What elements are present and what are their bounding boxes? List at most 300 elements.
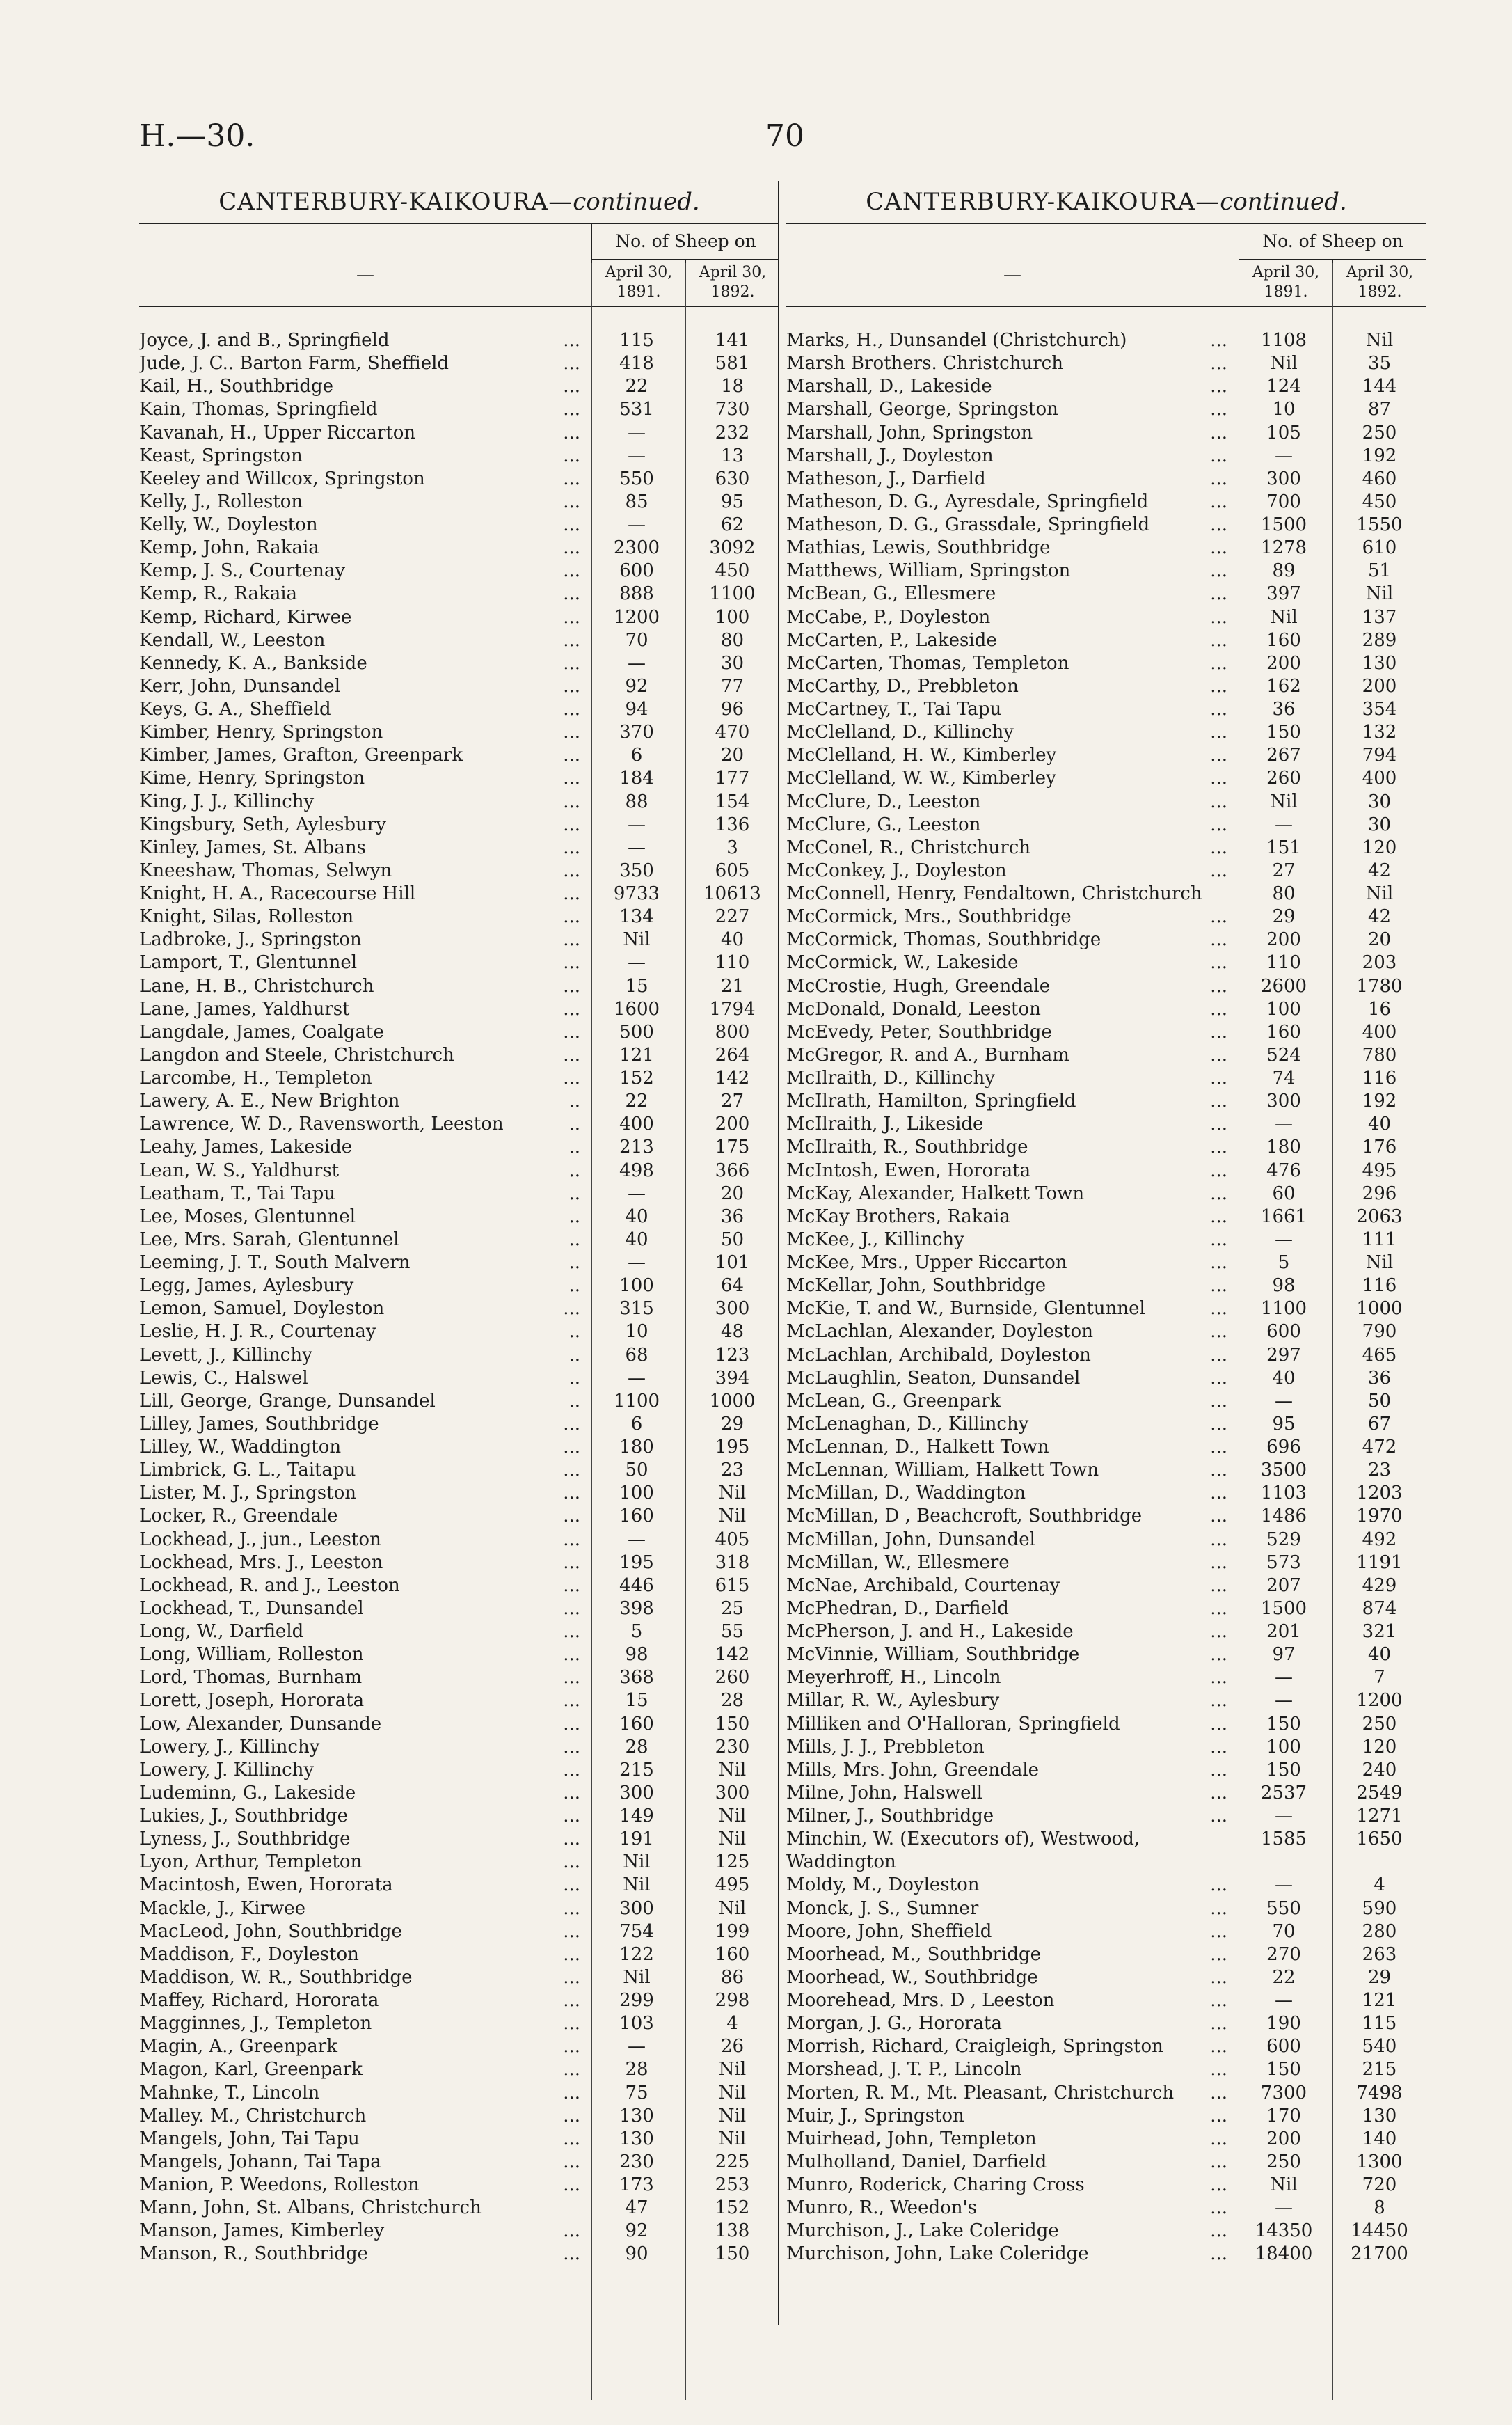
sheep-1891-cell: —	[1275, 1690, 1293, 1712]
leader-dots: ...	[1210, 860, 1227, 881]
sheep-1891-cell: 74	[1272, 1068, 1296, 1089]
owner-name-cell	[139, 1136, 584, 1159]
table-row	[139, 1897, 779, 1920]
leader-dots: ...	[563, 2243, 580, 2265]
owner-name: Lockhead, J., jun., Leeston	[139, 1529, 381, 1550]
owner-name: Mahnke, T., Lincoln	[139, 2082, 320, 2103]
sheep-1891-cell: 80	[1272, 883, 1296, 904]
sheep-1891-cell: 1108	[1260, 330, 1307, 351]
table-row	[786, 1874, 1426, 1897]
sheep-1892-cell: 300	[715, 1782, 750, 1803]
table-row	[786, 791, 1426, 814]
sheep-1891-cell: 3500	[1260, 1460, 1307, 1481]
table-row	[139, 767, 779, 790]
leader-dots: ...	[563, 2105, 580, 2126]
sheep-1892-cell: 86	[720, 1966, 745, 1988]
owner-name: McBean, G., Ellesmere	[786, 583, 996, 605]
leader-dots: ...	[563, 1966, 580, 1988]
owner-name: Knight, H. A., Racecourse Hill	[139, 883, 416, 904]
owner-name: Magginnes, J., Templeton	[139, 2013, 372, 2035]
owner-name: Limbrick, G. L., Taitapu	[139, 1460, 356, 1481]
sheep-1891-cell: Nil	[1270, 606, 1298, 628]
owner-name: Knight, Silas, Rolleston	[139, 906, 354, 928]
owner-name: Matheson, J., Darfield	[786, 468, 986, 489]
table-row	[139, 1943, 779, 1966]
sheep-1892-cell: 136	[715, 814, 750, 835]
owner-name-cell	[139, 398, 584, 421]
owner-name-cell	[786, 629, 1232, 652]
owner-name: Muirhead, John, Templeton	[786, 2128, 1037, 2149]
sheep-1891-cell: 207	[1266, 1574, 1301, 1596]
sheep-1892-cell: 36	[1367, 1367, 1392, 1389]
table-row	[139, 1828, 779, 1851]
table-row	[786, 951, 1426, 974]
sheep-1892-cell: 177	[715, 768, 750, 789]
leader-dots: ...	[563, 1806, 580, 1826]
table-row	[139, 1344, 779, 1367]
owner-name-cell	[139, 1297, 584, 1320]
owner-name-cell	[786, 2220, 1232, 2243]
leader-dots: ...	[1210, 652, 1227, 674]
owner-name-cell	[139, 929, 584, 951]
leader-dots: ...	[1210, 1044, 1227, 1066]
table-row	[786, 1459, 1426, 1482]
owner-name-cell	[786, 375, 1232, 398]
leader-dots: ...	[1210, 1621, 1227, 1642]
sheep-1892-cell: 296	[1362, 1183, 1397, 1204]
leader-dots: ...	[1210, 1068, 1227, 1089]
table-row	[786, 2105, 1426, 2128]
leader-dots: ...	[563, 1713, 580, 1735]
table-row	[786, 422, 1426, 445]
sheep-1892-cell: 142	[715, 1644, 750, 1666]
owner-name-cell	[786, 2035, 1232, 2058]
owner-name: Mann, John, St. Albans, Christchurch	[139, 2197, 482, 2219]
sheep-1891-cell: 90	[625, 2243, 648, 2265]
sheep-1892-cell: 1203	[1356, 1483, 1403, 1504]
table-row	[786, 2082, 1426, 2105]
owner-name-cell	[139, 1505, 584, 1528]
leader-dots: ...	[1210, 975, 1227, 997]
table-row	[786, 1897, 1426, 1920]
sheep-1891-cell: 160	[619, 1506, 654, 1527]
leader-dots: ...	[563, 814, 580, 835]
sheep-1892-cell: 16	[1367, 998, 1392, 1020]
leader-dots: ...	[563, 399, 580, 420]
owner-name: McEvedy, Peter, Southbridge	[786, 1021, 1052, 1043]
owner-name: McMillan, W., Ellesmere	[786, 1551, 1010, 1573]
owner-name: Lee, Mrs. Sarah, Glentunnel	[139, 1229, 399, 1250]
sheep-1891-cell: —	[628, 814, 646, 835]
sheep-1891-cell: 550	[619, 468, 654, 489]
leader-dots: ...	[1210, 1390, 1227, 1412]
sheep-1891-cell: 200	[1266, 652, 1301, 674]
table-row	[139, 1160, 779, 1183]
owner-name-cell	[786, 929, 1232, 951]
owner-name: McKee, Mrs., Upper Riccarton	[786, 1252, 1067, 1273]
table-row	[139, 2105, 779, 2128]
owner-name-cell	[139, 1090, 584, 1113]
owner-name-cell	[139, 2174, 584, 2197]
leader-dots: ...	[563, 745, 580, 766]
table-row	[786, 445, 1426, 468]
owner-name-cell	[139, 1897, 584, 1920]
owner-name: Matheson, D. G., Grassdale, Springfield	[786, 514, 1150, 535]
sheep-1891-cell: 267	[1266, 745, 1301, 766]
sheep-1892-cell: 125	[715, 1851, 750, 1873]
owner-name: Marks, H., Dunsandel (Christchurch)	[786, 330, 1127, 351]
leader-dots: ...	[563, 883, 580, 904]
leader-dots: ...	[1210, 1806, 1227, 1826]
sheep-1892-cell: 780	[1362, 1044, 1397, 1066]
sheep-1892-cell: 21700	[1351, 2243, 1408, 2265]
leader-dots: ...	[1210, 1759, 1227, 1780]
page-header	[90, 118, 1426, 167]
sheep-1892-cell: 50	[720, 1229, 745, 1250]
table-row	[139, 1436, 779, 1459]
sheep-1892-cell: 116	[1362, 1275, 1397, 1297]
owner-name: Kemp, Richard, Kirwee	[139, 606, 352, 628]
owner-name-cell	[139, 906, 584, 929]
sheep-1892-cell: 95	[720, 491, 745, 512]
sheep-1892-cell: Nil	[718, 1828, 747, 1850]
owner-name: McPherson, J. and H., Lakeside	[786, 1621, 1074, 1642]
owner-name: Kinley, James, St. Albans	[139, 837, 366, 858]
table-row	[786, 998, 1426, 1021]
sheep-1892-cell: 1650	[1356, 1828, 1403, 1850]
sheep-1891-cell: 105	[1266, 422, 1301, 443]
owner-name: Ladbroke, J., Springston	[139, 929, 362, 951]
table-row	[786, 2012, 1426, 2035]
owner-name-cell	[786, 744, 1232, 767]
owner-name: McClure, G., Leeston	[786, 814, 981, 835]
leader-dots: ...	[1210, 1943, 1227, 1965]
sheep-1892-cell: 51	[1367, 560, 1392, 582]
leader-dots: ...	[1210, 491, 1227, 512]
owner-name: Minchin, W. (Executors of), Westwood,	[786, 1828, 1140, 1850]
sheep-1891-cell: 29	[1272, 906, 1296, 928]
owner-name-cell	[786, 721, 1232, 744]
sheep-1892-cell: 730	[715, 399, 750, 420]
leader-dots: ...	[1210, 906, 1227, 928]
sheep-1891-cell: 190	[1266, 2013, 1301, 2035]
sheep-1891-cell: 15	[625, 1690, 648, 1712]
sheep-1892-cell: 23	[1367, 1460, 1392, 1481]
leader-dots: ...	[563, 2151, 580, 2172]
header-april-1892: April 30, 1892.	[1332, 260, 1426, 303]
sheep-1892-cell: 400	[1362, 1021, 1397, 1043]
table-row	[786, 1828, 1426, 1851]
sheep-1891-cell: 160	[1266, 629, 1301, 651]
leader-dots: ...	[563, 2082, 580, 2103]
sheep-1891-cell: 150	[1266, 2059, 1301, 2080]
sheep-1891-cell: 97	[1272, 1644, 1296, 1666]
sheep-1891-cell: —	[628, 952, 646, 974]
leader-dots: ...	[1210, 1529, 1227, 1550]
owner-name: Lister, M. J., Springston	[139, 1483, 356, 1504]
owner-name: McLachlan, Alexander, Doyleston	[786, 1321, 1093, 1343]
sheep-1892-cell: 192	[1362, 1091, 1397, 1112]
owner-name: McCarten, Thomas, Templeton	[786, 652, 1069, 674]
table-row	[139, 675, 779, 698]
table-row	[786, 1574, 1426, 1597]
owner-name-cell	[786, 883, 1232, 906]
table-row	[139, 1229, 779, 1251]
owner-name: King, J. J., Killinchy	[139, 791, 315, 812]
sheep-1891-cell: 250	[1266, 2151, 1301, 2172]
owner-name: Kelly, W., Doyleston	[139, 514, 318, 535]
owner-name: Malley. M., Christchurch	[139, 2105, 367, 2126]
sheep-1891-cell: 696	[1266, 1437, 1301, 1458]
owner-name: McIlraith, J., Likeside	[786, 1114, 984, 1135]
owner-name-cell	[786, 2197, 1232, 2220]
sheep-1892-cell: 1200	[1356, 1690, 1403, 1712]
sheep-1892-cell: 581	[715, 353, 750, 374]
owner-name-cell	[139, 883, 584, 906]
leader-dots: ...	[563, 1551, 580, 1573]
owner-name-cell	[786, 398, 1232, 421]
sheep-1892-cell: Nil	[718, 1483, 747, 1504]
leader-dots: ...	[1210, 2197, 1227, 2219]
owner-name-cell	[786, 1459, 1232, 1482]
sheep-1891-cell: —	[628, 837, 646, 858]
leader-dots: ...	[1210, 445, 1227, 466]
table-row	[786, 2197, 1426, 2220]
leader-dots: ...	[563, 768, 580, 789]
sheep-1892-cell: 142	[715, 1068, 750, 1089]
owner-name: Keys, G. A., Sheffield	[139, 699, 331, 720]
table-header	[786, 223, 1426, 307]
leader-dots: ...	[563, 1759, 580, 1780]
owner-name: Lilley, W., Waddington	[139, 1437, 342, 1458]
table-row	[139, 1367, 779, 1390]
sheep-1891-cell: 28	[625, 1736, 648, 1757]
sheep-1891-cell: 160	[1266, 1021, 1301, 1043]
owner-name-cell	[786, 1206, 1232, 1229]
sheep-1891-cell: 100	[619, 1483, 654, 1504]
leader-dots: ...	[1210, 837, 1227, 858]
table-row	[139, 1459, 779, 1482]
table-row	[786, 1044, 1426, 1067]
sheep-1891-cell: 170	[1266, 2105, 1301, 2126]
owner-name-cell	[786, 652, 1232, 675]
sheep-1891-cell: 22	[625, 376, 648, 397]
owner-name: Mangels, John, Tai Tapu	[139, 2128, 360, 2149]
table-row	[139, 1090, 779, 1113]
sheep-1891-cell: —	[1275, 1667, 1293, 1689]
owner-name-cell	[139, 1021, 584, 1044]
sheep-1892-cell: 130	[1362, 652, 1397, 674]
table-row	[139, 744, 779, 767]
sheep-1891-cell: 92	[625, 2220, 648, 2242]
owner-name-cell	[786, 1090, 1232, 1113]
leader-dots: ..	[568, 1321, 580, 1343]
table-row	[139, 2035, 779, 2058]
leader-dots: ...	[563, 675, 580, 697]
leader-dots: ...	[1210, 2128, 1227, 2149]
owner-name-cell	[786, 560, 1232, 583]
sheep-1892-cell: 160	[715, 1943, 750, 1965]
owner-name: Lilley, James, Southbridge	[139, 1413, 379, 1435]
sheep-1892-cell: 30	[720, 652, 745, 674]
leader-dots: ...	[1210, 2243, 1227, 2265]
table-row	[139, 606, 779, 629]
leader-dots: ...	[563, 1621, 580, 1642]
owner-name-cell	[139, 767, 584, 790]
sheep-1892-cell: Nil	[1365, 883, 1394, 904]
sheep-1891-cell: 36	[1272, 699, 1296, 720]
owner-name: Morten, R. M., Mt. Pleasant, Christchurch	[786, 2082, 1175, 2103]
table-row	[139, 629, 779, 652]
sheep-1892-cell: 28	[720, 1690, 745, 1712]
owner-name-cell	[786, 1367, 1232, 1390]
owner-name: Kendall, W., Leeston	[139, 629, 326, 651]
table-row	[786, 1183, 1426, 1206]
sheep-1891-cell: 14350	[1255, 2220, 1313, 2242]
sheep-1891-cell: 98	[1272, 1275, 1296, 1297]
table-row	[786, 2174, 1426, 2197]
table-row	[139, 1597, 779, 1620]
owner-name-cell	[139, 698, 584, 721]
owner-name-cell	[786, 1529, 1232, 1551]
leader-dots: ...	[1210, 1667, 1227, 1689]
leader-dots: ...	[563, 445, 580, 466]
sheep-1891-cell: —	[628, 1367, 646, 1389]
owner-name-cell	[139, 606, 584, 629]
leader-dots: ...	[1210, 1506, 1227, 1527]
leader-dots: ...	[1210, 1160, 1227, 1181]
leader-dots: ...	[1210, 399, 1227, 420]
sheep-1891-cell: 100	[1266, 1736, 1301, 1757]
owner-name: Moorehead, Mrs. D , Leeston	[786, 1990, 1055, 2011]
sheep-1891-cell: 1585	[1260, 1828, 1307, 1850]
table-row	[139, 860, 779, 883]
sheep-1891-cell: 68	[625, 1344, 648, 1366]
owner-name: Larcombe, H., Templeton	[139, 1068, 372, 1089]
sheep-1892-cell: 50	[1367, 1390, 1392, 1412]
owner-name: Matthews, William, Springston	[786, 560, 1071, 582]
owner-name: Lawrence, W. D., Ravensworth, Leeston	[139, 1114, 504, 1135]
sheep-1891-cell: 1100	[1260, 1298, 1307, 1320]
leader-dots: ...	[1210, 1920, 1227, 1942]
table-row	[786, 2035, 1426, 2058]
table-row	[139, 2058, 779, 2081]
leader-dots: ...	[563, 837, 580, 858]
owner-name: Jude, J. C.. Barton Farm, Sheffield	[139, 353, 449, 374]
leader-dots: ...	[563, 860, 580, 881]
owner-name: McLaughlin, Seaton, Dunsandel	[786, 1367, 1081, 1389]
sheep-1892-cell: 3092	[709, 537, 756, 559]
table-row	[786, 1090, 1426, 1113]
sheep-1891-cell: 297	[1266, 1344, 1301, 1366]
sheep-1891-cell: 600	[619, 560, 654, 582]
owner-name-cell	[139, 652, 584, 675]
sheep-1891-cell: 180	[619, 1437, 654, 1458]
sheep-1891-cell: —	[1275, 1806, 1293, 1826]
owner-name: Lee, Moses, Glentunnel	[139, 1206, 356, 1227]
table-row	[786, 1274, 1426, 1297]
leader-dots: ...	[563, 1044, 580, 1066]
sheep-1891-cell: 600	[1266, 2036, 1301, 2057]
table-row	[786, 375, 1426, 398]
sheep-1892-cell: 48	[720, 1321, 745, 1343]
sheep-1892-cell: 2063	[1356, 1206, 1403, 1227]
table-row	[786, 2243, 1426, 2266]
table-row	[786, 1067, 1426, 1090]
table-row	[786, 975, 1426, 998]
leader-dots: ...	[1210, 1367, 1227, 1389]
table-row	[786, 1689, 1426, 1712]
sheep-1892-cell: 150	[715, 1713, 750, 1735]
leader-dots: ...	[563, 652, 580, 674]
table-row	[786, 1136, 1426, 1159]
sheep-1892-cell: Nil	[718, 2059, 747, 2080]
column-title	[139, 181, 779, 223]
owner-name-cell	[786, 1021, 1232, 1044]
owner-name-cell	[139, 2012, 584, 2035]
owner-name-cell	[786, 951, 1232, 974]
sheep-1892-cell: 40	[720, 929, 745, 951]
sheep-1892-cell: 130	[1362, 2105, 1397, 2126]
sheep-1891-cell: 1600	[613, 998, 660, 1020]
table-row	[786, 1320, 1426, 1343]
table-row	[786, 1482, 1426, 1505]
table-row	[139, 1689, 779, 1712]
sheep-1892-cell: 120	[1362, 837, 1397, 858]
sheep-1891-cell: 115	[619, 330, 654, 351]
leader-dots: ...	[1210, 2036, 1227, 2057]
sheep-1892-cell: 1100	[709, 583, 756, 605]
sheep-1892-cell: Nil	[718, 2082, 747, 2103]
sheep-1891-cell: 1486	[1260, 1506, 1307, 1527]
table-row	[786, 1206, 1426, 1229]
table-row	[139, 468, 779, 491]
sheep-1891-cell: 150	[1266, 722, 1301, 743]
leader-dots: ...	[1210, 1460, 1227, 1481]
sheep-1892-cell: Nil	[718, 1759, 747, 1780]
sheep-1892-cell: 115	[1362, 2013, 1397, 2035]
owner-name: McLennan, William, Halkett Town	[786, 1460, 1099, 1481]
owner-name-cell	[786, 1620, 1232, 1643]
sheep-1892-cell: 29	[1367, 1966, 1392, 1988]
table-row	[139, 1113, 779, 1136]
sheep-1891-cell: 398	[619, 1597, 654, 1619]
sheep-group-header: No. of Sheep on	[591, 224, 779, 260]
owner-name: Long, William, Rolleston	[139, 1644, 364, 1666]
sheep-1891-cell: 89	[1272, 560, 1296, 582]
owner-name-cell	[139, 329, 584, 352]
leader-dots: ...	[1210, 768, 1227, 789]
owner-name-cell	[786, 537, 1232, 560]
leader-dots: ...	[563, 1874, 580, 1896]
owner-name-cell	[139, 375, 584, 398]
leader-dots: ...	[1210, 2082, 1227, 2103]
sheep-1891-cell: —	[628, 1252, 646, 1273]
sheep-1892-cell: 111	[1362, 1229, 1397, 1250]
sheep-1892-cell: 298	[715, 1990, 750, 2011]
owner-name: McIlrath, Hamilton, Springfield	[786, 1091, 1076, 1112]
table-row	[786, 906, 1426, 929]
sheep-1892-cell: 465	[1362, 1344, 1397, 1366]
sheep-1891-cell: 400	[619, 1114, 654, 1135]
owner-name-cell	[139, 468, 584, 491]
owner-name-cell	[786, 860, 1232, 883]
table-row	[139, 1320, 779, 1343]
leader-dots: ...	[563, 376, 580, 397]
sheep-1891-cell: —	[628, 422, 646, 443]
table-row	[786, 744, 1426, 767]
table-row	[139, 2082, 779, 2105]
